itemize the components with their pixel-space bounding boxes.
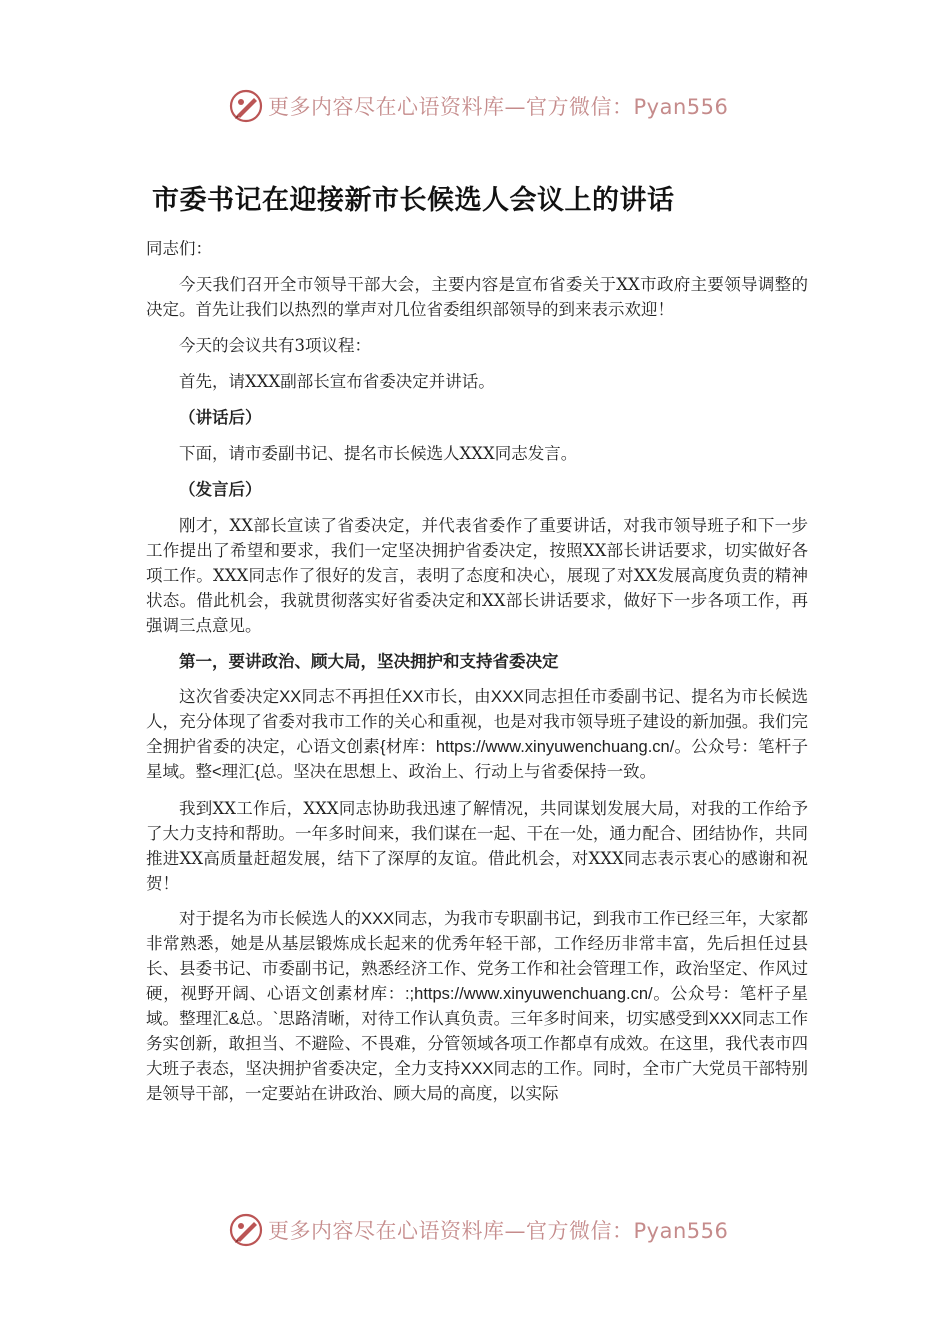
- paragraph: 我到XX工作后，XXX同志协助我迅速了解情况，共同谋划发展大局，对我的工作给予了大力支持和帮助。一年多时间来，我们谋在一起、干在一处，通力配合、团结协作，共同推进XX高质量赶超发展，结下了深厚的友谊。借此机会，对XXX同志表示衷心的感谢和祝贺！: [146, 799, 808, 893]
- paragraph: 下面，请市委副书记、提名市长候选人XXX同志发言。: [179, 444, 578, 463]
- stage-direction: （讲话后）: [179, 408, 262, 427]
- section-heading: 第一，要讲政治、顾大局，坚决拥护和支持省委决定: [179, 652, 559, 671]
- footer-banner-text: 更多内容尽在心语资料库—官方微信：Pyan556: [268, 1219, 729, 1243]
- header-watermark-banner: [228, 86, 748, 126]
- header-banner-text: 更多内容尽在心语资料库—官方微信：Pyan556: [268, 95, 729, 119]
- document-body: [146, 236, 808, 1118]
- footer-watermark-banner: [228, 1210, 748, 1250]
- pen-logo-icon: [228, 88, 264, 124]
- salutation: 同志们：: [146, 239, 212, 258]
- paragraph: 对于提名为市长候选人的XXX同志，为我市专职副书记，到我市工作已经三年，大家都非常熟悉，她是从基层锻炼成长起来的优秀年轻干部，工作经历非常丰富，先后担任过县长、县委书记、市委副书记，熟悉经济工作、党务工作和社会管理工作，政治坚定、作风过硬，视野开阔、心语文创素材库：:;https://www.xinyuwenchuang.cn/。公众号：笔杆子星域。整理汇&总。`思路清晰，对待工作认真负责。三年多时间来，切实感受到XXX同志工作务实创新，敢担当、不避险、不畏难，分管领域各项工作都卓有成效。在这里，我代表市四大班子表态，坚决拥护省委决定，全力支持XXX同志的工作。同时，全市广大党员干部特别是领导干部，一定要站在讲政治、顾大局的高度，以实际: [146, 910, 808, 1103]
- paragraph: 今天我们召开全市领导干部大会，主要内容是宣布省委关于XX市政府主要领导调整的决定。首先让我们以热烈的掌声对几位省委组织部领导的到来表示欢迎！: [146, 275, 808, 319]
- stage-direction: （发言后）: [179, 480, 262, 499]
- paragraph: 刚才，XX部长宣读了省委决定，并代表省委作了重要讲话，对我市领导班子和下一步工作提出了希望和要求，我们一定坚决拥护省委决定，按照XX部长讲话要求，切实做好各项工作。XXX同志作了很好的发言，表明了态度和决心，展现了对XX发展高度负责的精神状态。借此机会，我就贯彻落实好省委决定和XX部长讲话要求，做好下一步各项工作，再强调三点意见。: [146, 516, 808, 635]
- pen-logo-icon: [228, 1212, 264, 1248]
- paragraph: 首先，请XXX副部长宣布省委决定并讲话。: [179, 372, 495, 391]
- paragraph: 今天的会议共有3项议程：: [179, 336, 371, 355]
- document-title: 市委书记在迎接新市长候选人会议上的讲话: [152, 185, 675, 216]
- paragraph: 这次省委决定XX同志不再担任XX市长，由XXX同志担任市委副书记、提名为市长候选人，充分体现了省委对我市工作的关心和重视，也是对我市领导班子建设的新加强。我们完全拥护省委的决定，心语文创素{材库：https://www.xinyuwenchuang.cn/。公众号：笔杆子星域。整<理汇{总。坚决在思想上、政治上、行动上与省委保持一致。: [146, 688, 808, 781]
